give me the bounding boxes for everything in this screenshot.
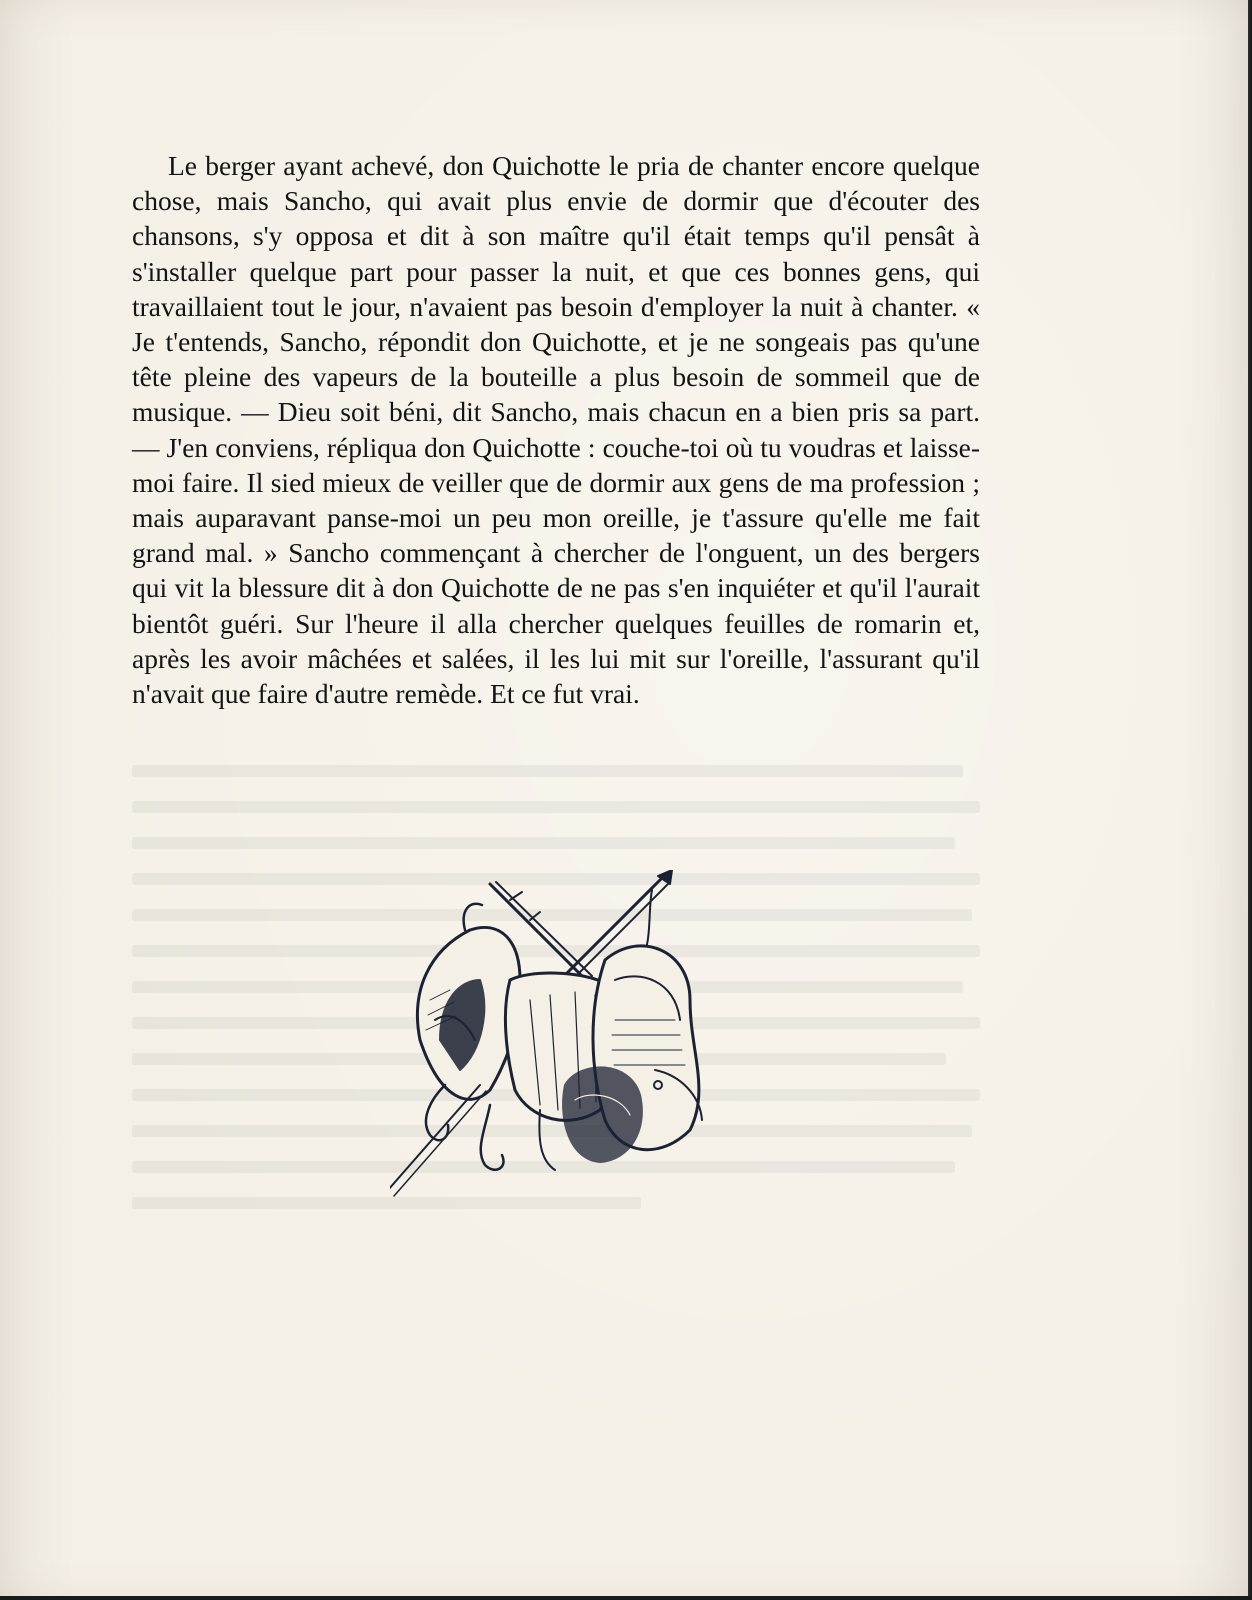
saddle-and-bags-drawing-icon [390, 870, 740, 1220]
page-edge-bottom [0, 1596, 1252, 1600]
page-edge-right [1248, 0, 1250, 1600]
body-paragraph: Le berger ayant achevé, don Quichotte le pria de chanter encore quelque chose, mais Sancho, qui avait plus envie de dormir que d'écouter des chansons, s'y opposa et dit à son maître qu'il était temps qu'il pensât à s'installer quelque part pour passer la nuit, et que ces bonnes gens, qui travaillaient tout le jour, n'avaient pas besoin d'employer la nuit à chanter. « Je t'entends, Sancho, répondit don Quichotte, et je ne songeais pas qu'une tête pleine des vapeurs de la bouteille a plus besoin de sommeil que de musique. — Dieu soit béni, dit Sancho, mais chacun en a bien pris sa part. — J'en conviens, répliqua don Quichotte : couche-toi où tu voudras et laisse-moi faire. Il sied mieux de veiller que de dormir aux gens de ma profession ; mais auparavant panse-moi un peu mon oreille, je t'assure qu'elle me fait grand mal. » Sancho commençant à chercher de l'onguent, un des bergers qui vit la blessure dit à don Quichotte de ne pas s'en inquiéter et qu'il l'aurait bientôt guéri. Sur l'heure il alla chercher quelques feuilles de romarin et, après les avoir mâchées et salées, il les lui mit sur l'oreille, l'assurant qu'il n'avait que faire d'autre remède. Et ce fut vrai. [132, 150, 980, 710]
text-block [132, 148, 980, 711]
